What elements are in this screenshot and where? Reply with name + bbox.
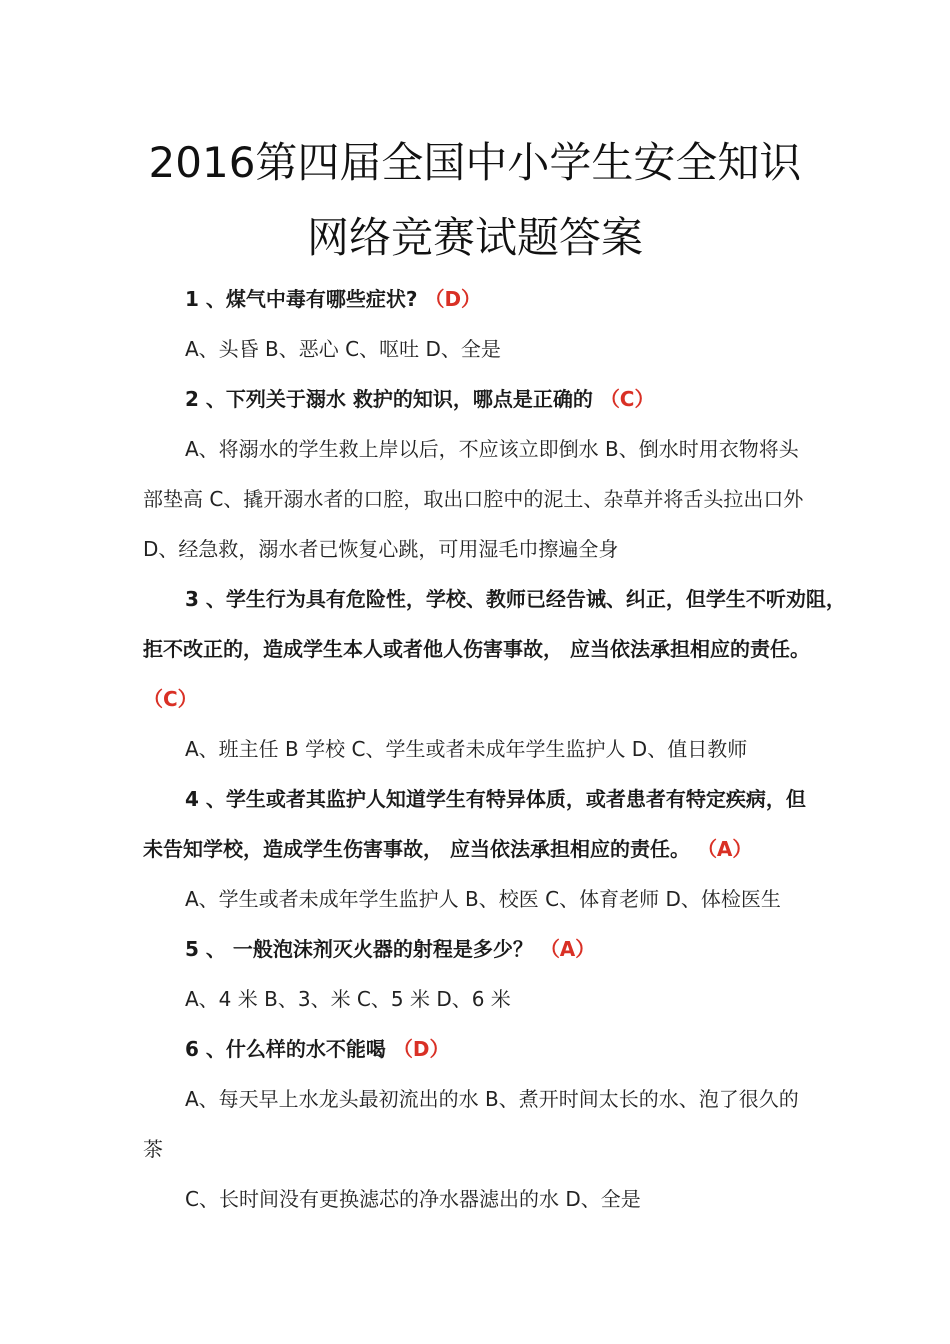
document-title-line-2: 网络竞赛试题答案 [306,213,643,262]
question-2 [143,384,865,414]
question-5 [143,934,865,964]
question-6-options-line-2: 茶 [143,1137,163,1161]
question-answer: （D） [392,1037,450,1061]
question-4-options: A、学生或者未成年学生监护人 B、校医 C、体育老师 D、体检医生 [185,887,781,911]
question-4-line-2 [143,834,823,864]
question-text: 未告知学校，造成学生伤害事故， 应当依法承担相应的责任。 [143,837,697,861]
question-2-options-line-1: A、将溺水的学生救上岸以后，不应该立即倒水 B、倒水时用衣物将头 [185,437,799,461]
question-3-line-1: 3 、学生行为具有危险性，学校、教师已经告诫、纠正，但学生不听劝阻， [185,587,846,611]
question-5-options: A、4 米 B、3、米 C、5 米 D、6 米 [185,987,511,1011]
question-3-options: A、班主任 B 学校 C、学生或者未成年学生监护人 D、值日教师 [185,737,748,761]
question-2-options-line-2: 部垫高 C、撬开溺水者的口腔，取出口腔中的泥土、杂草并将舌头拉出口外 [143,487,804,511]
question-text: 1 、煤气中毒有哪些症状? [185,287,425,311]
question-answer: （A） [696,837,753,861]
question-4-line-1: 4 、学生或者其监护人知道学生有特异体质，或者患者有特定疾病，但 [185,787,806,811]
question-2-options-line-3: D、经急救，溺水者已恢复心跳，可用湿毛巾擦遍全身 [143,537,619,561]
question-answer: （C） [599,387,655,411]
question-answer: （A） [539,937,596,961]
question-answer: （D） [424,287,482,311]
question-6 [143,1034,865,1064]
question-1-options: A、头昏 B、恶心 C、呕吐 D、全是 [185,337,501,361]
question-text: 2 、下列关于溺水 救护的知识，哪点是正确的 [185,387,600,411]
question-6-options-line-3: C、长时间没有更换滤芯的净水器滤出的水 D、全是 [185,1187,641,1211]
document-title-line-1: 2016第四届全国中小学生安全知识 [148,138,802,187]
question-text: 5 、 一般泡沫剂灭火器的射程是多少？ [185,937,540,961]
question-6-options-line-1: A、每天早上水龙头最初流出的水 B、煮开时间太长的水、泡了很久的 [185,1087,799,1111]
question-3-line-2: 拒不改正的，造成学生本人或者他人伤害事故， 应当依法承担相应的责任。 [143,637,810,661]
question-text: 6 、什么样的水不能喝 [185,1037,393,1061]
question-1 [143,284,865,314]
question-3-answer: （C） [143,687,198,711]
